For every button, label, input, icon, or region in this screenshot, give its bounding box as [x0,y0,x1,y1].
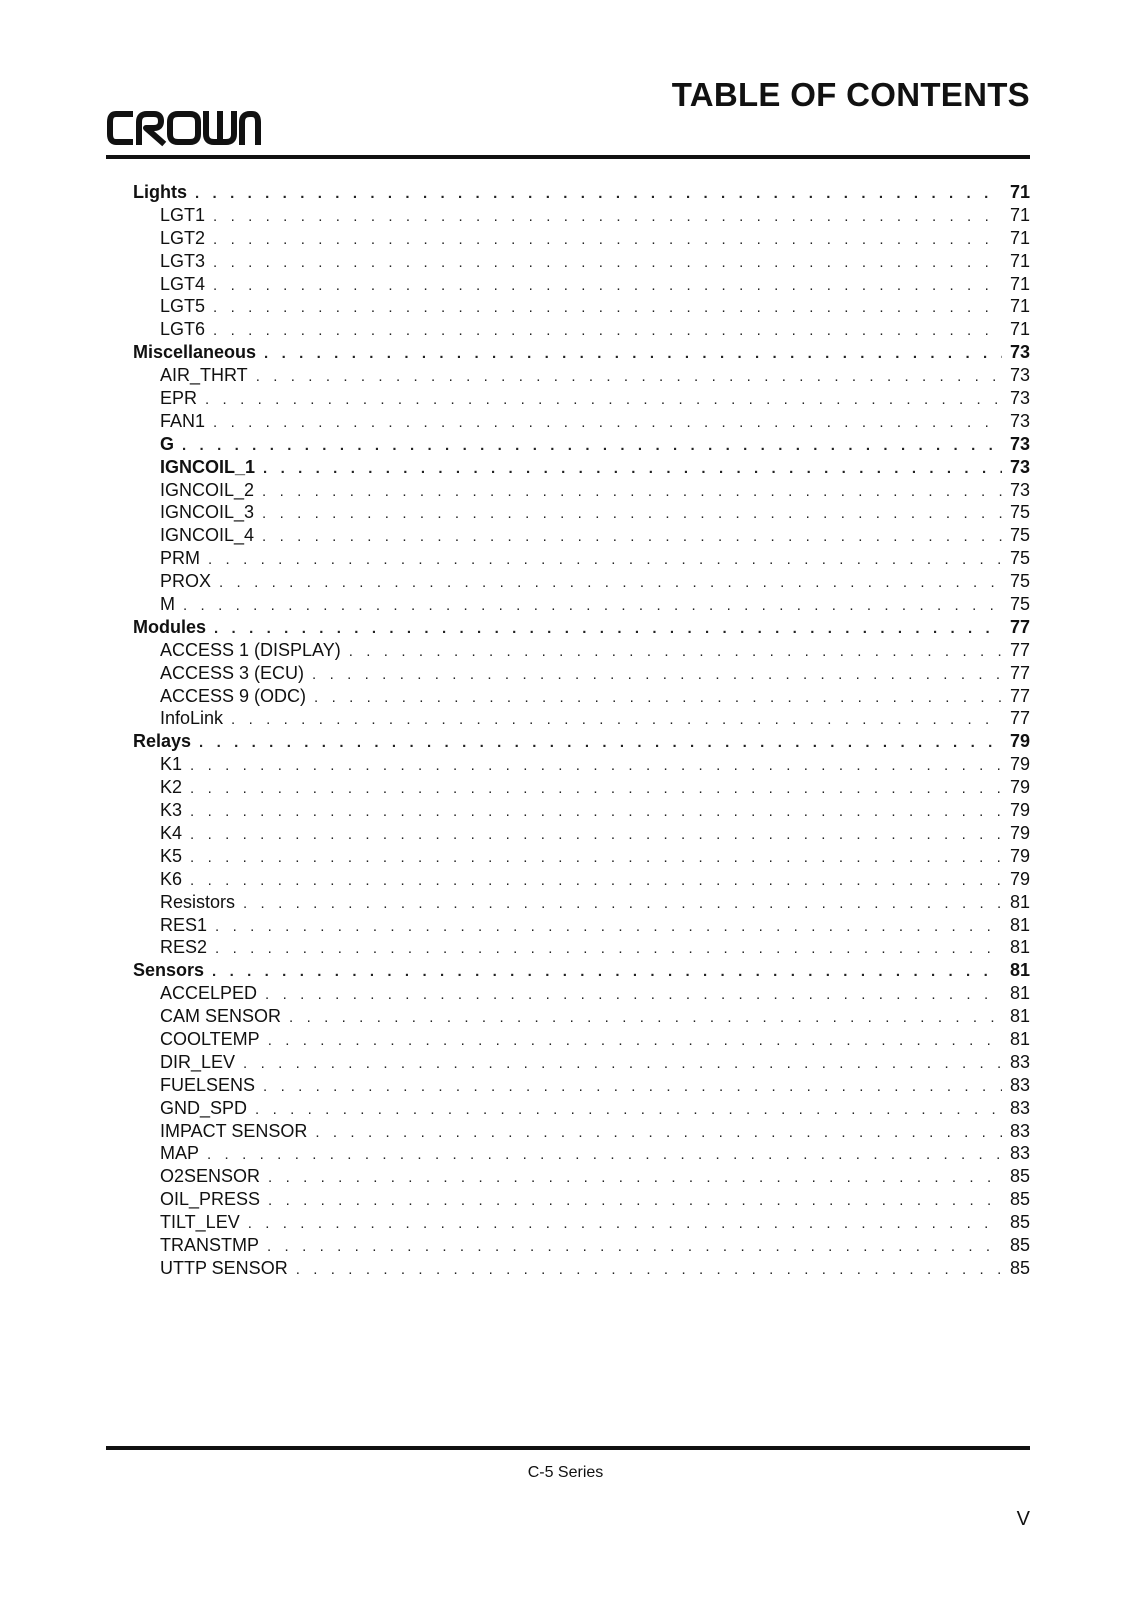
toc-entry-label: LGT2 [160,227,206,248]
toc-entry[interactable] [133,936,1030,959]
dot-leader [213,206,1002,229]
toc-entry-label: OIL_PRESS [160,1189,261,1210]
toc-entry-page: 75 [1009,594,1030,615]
dot-leader [231,709,1002,732]
toc-entry[interactable] [133,433,1030,456]
dot-leader [267,1236,1002,1259]
toc-entry-label: Lights [133,182,187,202]
toc-entry-page: 71 [1009,182,1030,202]
toc-entry-label: Resistors [160,891,236,912]
toc-entry-label: EPR [160,388,198,409]
dot-leader [205,389,1002,412]
dot-leader [243,893,1002,916]
toc-entry[interactable] [133,318,1030,341]
toc-entry-label: IGNCOIL_1 [160,456,256,477]
dot-leader [256,366,1002,389]
toc-entry[interactable] [133,295,1030,318]
toc-entry[interactable] [133,570,1030,593]
dot-leader [190,824,1002,847]
toc-entry-page: 75 [1009,525,1030,546]
toc-entry-label: K6 [160,868,183,889]
toc-entry-page: 73 [1009,342,1030,363]
dot-leader [312,664,1002,687]
toc-entry[interactable] [133,639,1030,662]
toc-entry[interactable] [133,753,1030,776]
toc-entry-page: 83 [1009,1120,1030,1141]
dot-leader [215,938,1002,961]
dot-leader [263,458,1002,481]
toc-entry-page: 81 [1009,983,1030,1004]
toc-entry-label: LGT3 [160,250,206,271]
dot-leader [183,595,1002,618]
toc-entry[interactable] [133,524,1030,547]
toc-entry-page: 81 [1009,960,1030,981]
toc-entry-page: 75 [1009,571,1030,592]
toc-entry-page: 71 [1009,273,1030,294]
dot-leader [190,870,1002,893]
toc-entry-page: 81 [1009,937,1030,958]
toc-entry-label: ACCESS 1 (DISPLAY) [160,639,341,660]
toc-entry-label: LGT4 [160,273,206,294]
dot-leader [315,1122,1002,1145]
toc-entry-label: FAN1 [160,410,206,431]
dot-leader [213,412,1002,435]
toc-entry-label: CAM SENSOR [160,1006,282,1027]
dot-leader [214,618,1002,641]
toc-entry-label: COOLTEMP [160,1028,260,1049]
toc-entry-page: 79 [1009,822,1030,843]
dot-leader [190,801,1002,824]
dot-leader [190,847,1002,870]
toc-entry[interactable] [133,868,1030,891]
toc-entry-label: InfoLink [160,708,224,729]
toc-entry-label: FUELSENS [160,1074,256,1095]
toc-entry[interactable] [133,204,1030,227]
toc-entry-page: 71 [1009,319,1030,340]
toc-entry[interactable] [133,685,1030,708]
toc-entry-label: Relays [133,731,192,752]
toc-entry-page: 81 [1009,914,1030,935]
page-title: TABLE OF CONTENTS [671,76,1030,113]
toc-entry[interactable] [133,181,1030,204]
toc-entry-page: 83 [1009,1097,1030,1118]
dot-leader [243,1053,1002,1076]
toc-entry-page: 85 [1009,1257,1030,1278]
dot-leader [199,732,1002,755]
dot-leader [208,549,1002,572]
dot-leader [213,252,1002,275]
toc-entry-label: O2SENSOR [160,1166,261,1187]
toc-entry[interactable] [133,845,1030,868]
dot-leader [268,1167,1002,1190]
toc-entry[interactable] [133,593,1030,616]
toc-entry-label: AIR_THRT [160,365,248,386]
dot-leader [263,1076,1002,1099]
toc-entry-page: 73 [1009,433,1030,454]
dot-leader [262,526,1002,549]
toc-entry-label: Miscellaneous [133,342,257,363]
footer-series: C-5 Series [527,1464,604,1481]
toc-entry-label: UTTP SENSOR [160,1257,288,1278]
toc-entry[interactable] [133,341,1030,364]
toc-entry[interactable] [133,1120,1030,1143]
toc-entry-label: LGT1 [160,204,206,225]
toc-entry-page: 71 [1009,250,1030,271]
toc-entry[interactable] [133,1211,1030,1234]
toc-entry-label: G [160,433,175,454]
toc-entry-page: 79 [1009,845,1030,866]
toc-entry[interactable] [133,479,1030,502]
toc-entry[interactable] [133,410,1030,433]
toc-entry-page: 85 [1009,1234,1030,1255]
toc-entry[interactable] [133,364,1030,387]
toc-entry-label: M [160,594,175,615]
dot-leader [264,343,1002,366]
header-rule [106,155,1030,159]
toc-entry[interactable] [133,1051,1030,1074]
toc-entry-label: ACCELPED [160,983,258,1004]
dot-leader [268,1190,1002,1213]
toc-entry-page: 79 [1009,754,1030,775]
toc-entry-page: 73 [1009,388,1030,409]
toc-entry-page: 85 [1009,1189,1030,1210]
page-number: V [1016,1508,1030,1530]
toc-entry-page: 79 [1009,800,1030,821]
dot-leader [190,778,1002,801]
toc-entry[interactable] [133,1097,1030,1120]
toc-entry-label: ACCESS 3 (ECU) [160,662,305,683]
toc-entry-label: PROX [160,571,212,592]
dot-leader [349,641,1002,664]
dot-leader [219,572,1002,595]
toc-entry[interactable] [133,1074,1030,1097]
toc-entry[interactable] [133,914,1030,937]
toc-entry-label: K2 [160,777,183,798]
toc-entry-page: 79 [1009,731,1030,752]
toc-entry[interactable] [133,730,1030,753]
toc-entry-label: Modules [133,616,207,637]
dot-leader [262,481,1002,504]
toc-entry[interactable] [133,822,1030,845]
toc-entry[interactable] [133,1028,1030,1051]
toc-entry-label: TILT_LEV [160,1212,240,1233]
toc-entry-label: LGT6 [160,319,206,340]
toc-entry-page: 73 [1009,410,1030,431]
toc-entry[interactable] [133,982,1030,1005]
toc-entry[interactable] [133,891,1030,914]
dot-leader [289,1007,1002,1030]
toc-entry-label: RES2 [160,937,208,958]
dot-leader [190,755,1002,778]
toc-entry-page: 83 [1009,1143,1030,1164]
toc-entry-page: 77 [1009,662,1030,683]
toc-entry-label: ACCESS 9 (ODC) [160,685,307,706]
toc-entry-page: 71 [1009,296,1030,317]
toc-entry-page: 71 [1009,227,1030,248]
toc-entry-label: DIR_LEV [160,1051,236,1072]
toc-entry-label: K4 [160,822,183,843]
toc-entry-label: LGT5 [160,296,206,317]
toc-entry-label: TRANSTMP [160,1234,259,1255]
toc-entry[interactable] [133,1005,1030,1028]
toc-entry[interactable] [133,776,1030,799]
dot-leader [213,297,1002,320]
toc-entry-page: 81 [1009,891,1030,912]
table-of-contents [133,181,1030,1280]
toc-entry-label: IGNCOIL_3 [160,502,255,523]
dot-leader [213,229,1002,252]
toc-entry-label: PRM [160,548,200,569]
toc-entry[interactable] [133,273,1030,296]
dot-leader [195,183,1002,206]
dot-leader [265,984,1002,1007]
dot-leader [207,1144,1002,1167]
dot-leader [296,1259,1002,1282]
toc-entry-page: 85 [1009,1212,1030,1233]
toc-entry-page: 83 [1009,1074,1030,1095]
toc-entry[interactable] [133,707,1030,730]
toc-entry[interactable] [133,501,1030,524]
toc-entry[interactable] [133,1188,1030,1211]
toc-entry-label: K5 [160,845,183,866]
toc-entry[interactable] [133,1234,1030,1257]
dot-leader [248,1213,1002,1236]
toc-entry-page: 75 [1009,502,1030,523]
toc-entry-page: 73 [1009,456,1030,477]
toc-entry-page: 77 [1009,685,1030,706]
dot-leader [255,1099,1002,1122]
toc-entry-page: 77 [1009,639,1030,660]
toc-entry-page: 71 [1009,204,1030,225]
toc-entry-label: K3 [160,800,183,821]
toc-entry[interactable] [133,1257,1030,1280]
dot-leader [182,435,1002,458]
toc-entry-page: 81 [1009,1028,1030,1049]
toc-entry[interactable] [133,227,1030,250]
toc-entry-page: 79 [1009,777,1030,798]
toc-entry[interactable] [133,456,1030,479]
toc-entry[interactable] [133,616,1030,639]
toc-entry-page: 81 [1009,1006,1030,1027]
dot-leader [268,1030,1002,1053]
toc-entry[interactable] [133,547,1030,570]
dot-leader [213,320,1002,343]
crown-logo [106,108,261,148]
toc-entry-page: 73 [1009,365,1030,386]
toc-entry[interactable] [133,799,1030,822]
toc-entry-label: RES1 [160,914,208,935]
dot-leader [212,961,1002,984]
toc-entry-label: Sensors [133,960,205,981]
dot-leader [314,687,1002,710]
toc-entry-page: 73 [1009,479,1030,500]
toc-entry-page: 75 [1009,548,1030,569]
toc-entry-label: IGNCOIL_2 [160,479,255,500]
toc-entry-label: K1 [160,754,183,775]
toc-entry[interactable] [133,1165,1030,1188]
footer-rule [106,1446,1030,1450]
toc-entry[interactable] [133,662,1030,685]
toc-entry[interactable] [133,959,1030,982]
toc-entry[interactable] [133,250,1030,273]
toc-entry-label: MAP [160,1143,200,1164]
toc-entry-label: GND_SPD [160,1097,248,1118]
toc-entry-page: 79 [1009,868,1030,889]
toc-entry-page: 77 [1009,616,1030,637]
toc-entry-page: 85 [1009,1166,1030,1187]
toc-entry-page: 83 [1009,1051,1030,1072]
toc-entry[interactable] [133,387,1030,410]
dot-leader [213,275,1002,298]
dot-leader [262,503,1002,526]
toc-entry-page: 77 [1009,708,1030,729]
toc-entry-label: IGNCOIL_4 [160,525,255,546]
dot-leader [215,916,1002,939]
toc-entry-label: IMPACT SENSOR [160,1120,308,1141]
toc-entry[interactable] [133,1142,1030,1165]
